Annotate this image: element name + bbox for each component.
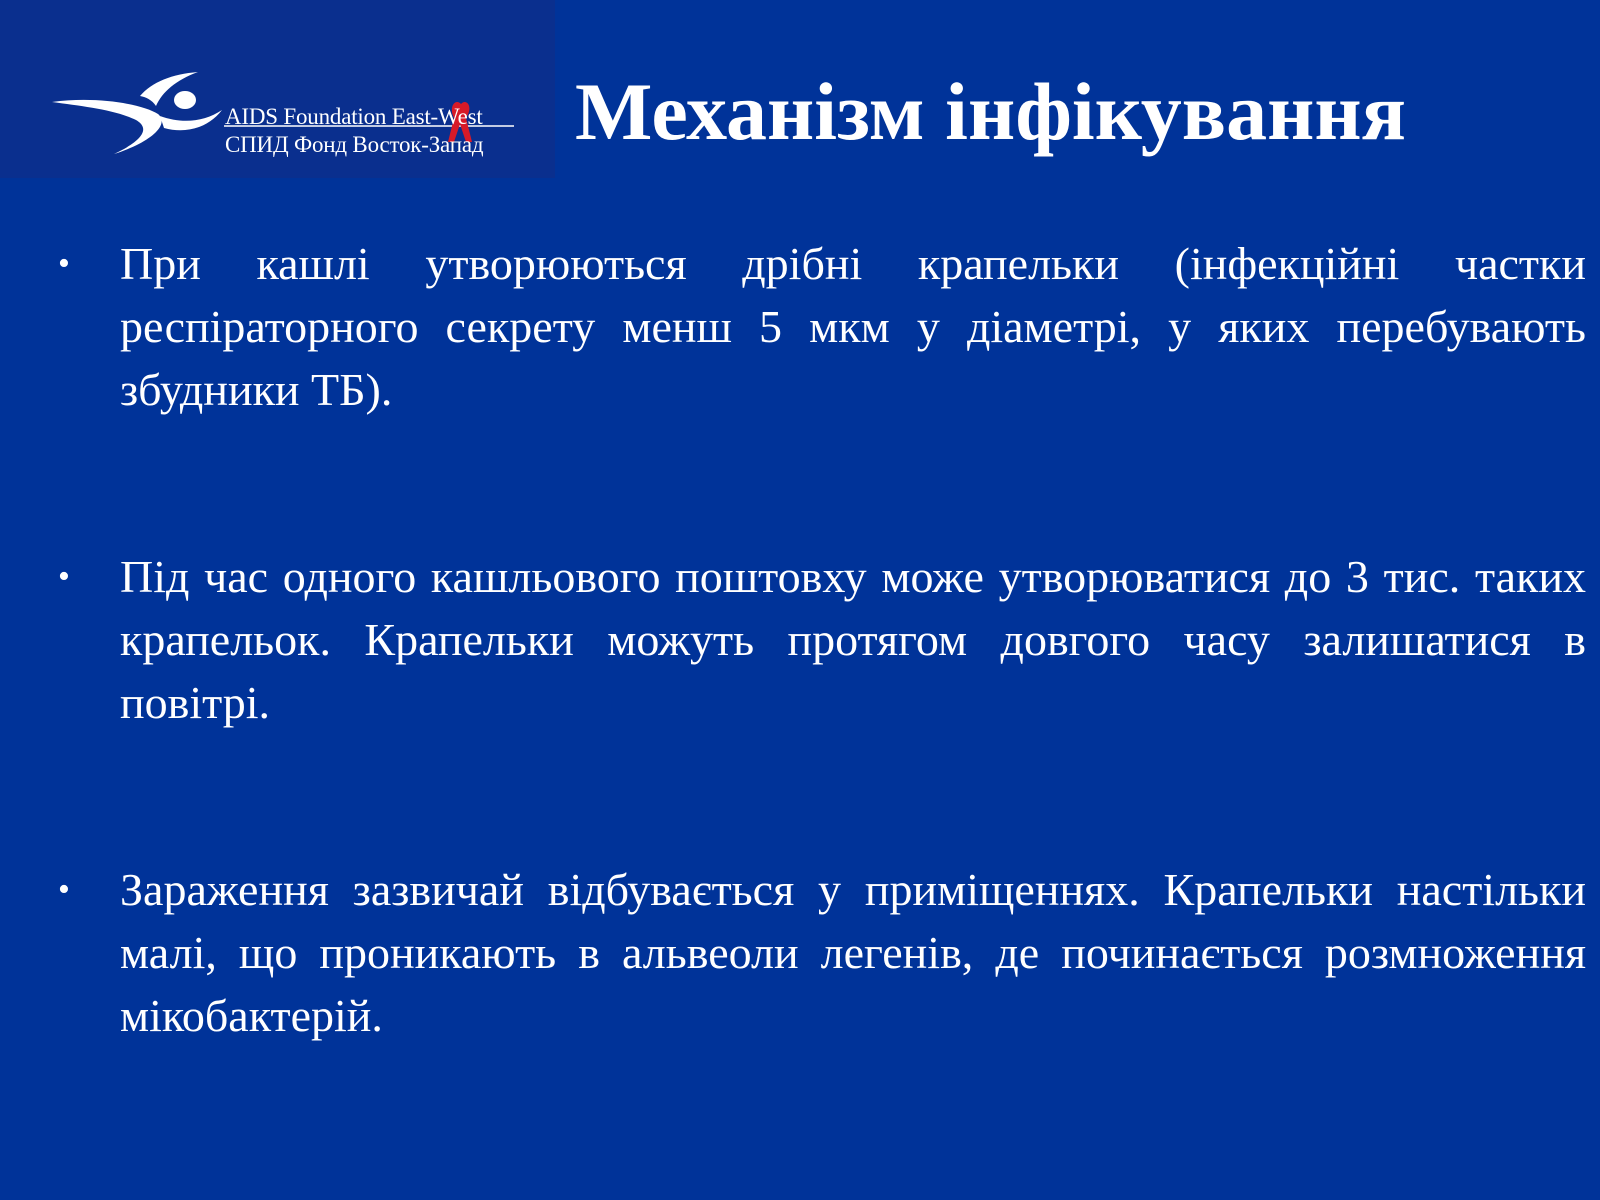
logo-text-ru: СПИД Фонд Восток-Запад: [225, 132, 484, 157]
bullet-dot-icon: •: [58, 558, 70, 595]
bullet-dot-icon: •: [58, 245, 70, 282]
aids-foundation-logo: [52, 70, 532, 170]
logo-text-en: AIDS Foundation East-West: [225, 104, 483, 129]
bullet-text: При кашлі утворюються дрібні крапельки (інфекційні частки респіраторного секрету менш 5 мкм у діаметрі, у яких перебувають збудники ТБ).: [120, 238, 1586, 415]
slide-title: Механізм інфікування: [575, 66, 1406, 157]
bullet-dot-icon: •: [58, 871, 70, 908]
bullet-text: Зараження зазвичай відбувається у приміщеннях. Крапельки настільки малі, що проникають в альвеоли легенів, де починається розмноження мікобактерій.: [120, 864, 1586, 1041]
bullet-text: Під час одного кашльового поштовху може утворюватися до 3 тис. таких крапельок. Крапельки можуть протягом довгого часу залишатися в повітрі.: [120, 551, 1586, 728]
